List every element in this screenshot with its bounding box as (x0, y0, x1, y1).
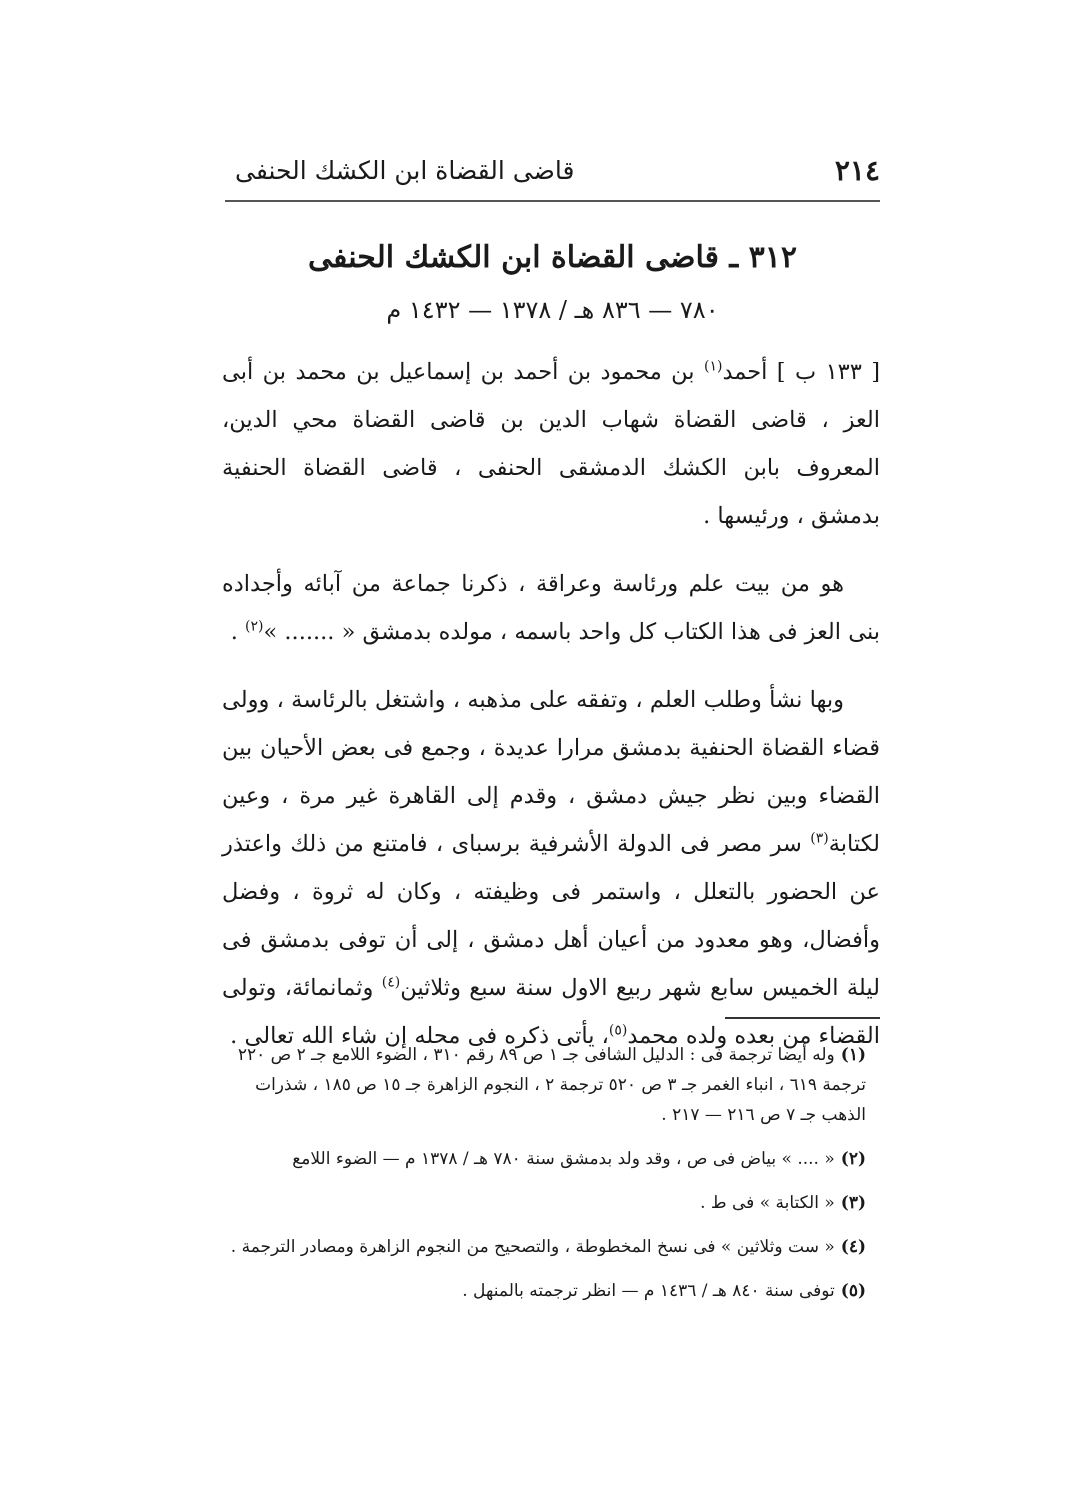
footnote-5-label: (٥) (840, 1281, 866, 1301)
p1-text-start: [ ١٣٣ ب ] أحمد (722, 359, 880, 385)
body-text (222, 348, 880, 1060)
p3-text-part1: وبها نشأ وطلب العلم ، وتفقه على مذهبه ، واشتغل بالرئاسة ، وولى قضاء القضاة الحنفية بدمشق مرارا عديدة ، وجمع فى بعض الأحيان بين القضاء وبين نظر جيش دمشق ، وقدم إلى القاهرة غير مرة ، وعين لكتابة (222, 687, 880, 857)
footnote-3-label: (٣) (840, 1193, 866, 1213)
footnote-1-label: (١) (840, 1045, 866, 1065)
header-rule (225, 200, 880, 202)
footnote-2-text: « .... » بياض فى ص ، وقد ولد بدمشق سنة ٧٨٠ هـ / ١٣٧٨ م — الضوء اللامع (292, 1149, 835, 1169)
footnote-5 (222, 1276, 880, 1306)
footnotes (222, 1040, 880, 1320)
paragraph-2 (222, 560, 880, 656)
footnote-ref-2: (٢) (245, 618, 264, 635)
p2-text-start: هو من بيت علم ورئاسة وعراقة ، ذكرنا جماعة من آبائه وأجداده بنى العز فى هذا الكتاب كل واحد باسمه ، مولده بدمشق « ....... » (222, 571, 880, 645)
entry-title: ٣١٢ ـ قاضى القضاة ابن الكشك الحنفى (308, 240, 797, 275)
footnote-3 (222, 1188, 880, 1218)
footnote-4-text: « ست وثلاثين » فى نسخ المخطوطة ، والتصحيح من النجوم الزاهرة ومصادر الترجمة . (230, 1237, 835, 1257)
footnote-2-label: (٢) (840, 1149, 866, 1169)
footnote-5-text: توفى سنة ٨٤٠ هـ / ١٤٣٦ م — انظر ترجمته بالمنهل . (462, 1281, 835, 1301)
footnote-ref-5: (٥) (608, 1022, 628, 1039)
footnote-4 (222, 1232, 880, 1262)
paragraph-3 (222, 676, 880, 1060)
footnote-ref-4: (٤) (381, 974, 401, 991)
entry-dates: ٧٨٠ — ٨٣٦ هـ / ١٣٧٨ — ١٤٣٢ م (386, 296, 719, 324)
p3-text-part3: وثمانمائة، وتولى القضاء من بعده ولده محمد (222, 975, 880, 1049)
running-header (225, 150, 880, 200)
footnote-rule (725, 1017, 880, 1019)
footnote-4-label: (٤) (840, 1237, 866, 1257)
footnote-2 (222, 1144, 880, 1174)
p2-text-rest: . (230, 619, 245, 645)
page-number: ٢١٤ (834, 154, 880, 187)
footnote-ref-1: (١) (703, 358, 723, 375)
paragraph-1 (222, 348, 880, 540)
footnote-1 (222, 1040, 880, 1130)
footnote-ref-3: (٣) (810, 830, 829, 847)
p3-text-part2: سر مصر فى الدولة الأشرفية برسباى ، فامتنع من ذلك واعتذر عن الحضور بالتعلل ، واستمر فى وظيفته ، وكان له ثروة ، وفضل وأفضال، وهو معدود من أعيان أهل دمشق ، إلى أن توفى بدمشق فى ليلة الخميس سابع شهر ربيع الاول سنة سبع وثلاثين (222, 831, 880, 1001)
p3-text-part4: ، يأتى ذكره فى محله إن شاء الله تعالى . (230, 1023, 609, 1049)
p1-text-rest: بن محمود بن أحمد بن إسماعيل بن محمد بن أبى العز ، قاضى القضاة شهاب الدين بن قاضى القضاة محي الدين، المعروف بابن الكشك الدمشقى الحنفى ، قاضى القضاة الحنفية بدمشق ، ورئيسها . (222, 359, 880, 529)
footnote-1-text: وله أيضا ترجمة فى : الدليل الشافى جـ ١ ص ٨٩ رقم ٣١٠ ، الضوء اللامع جـ ٢ ص ٢٢٠ ترجمة ٦١٩ ، انباء الغمر جـ ٣ ص ٥٢٠ ترجمة ٢ ، النجوم الزاهرة جـ ١٥ ص ١٨٥ ، شذرات الذهب جـ ٧ ص ٢١٦ — ٢١٧ . (237, 1045, 866, 1125)
footnote-3-text: « الكتابة » فى ط . (700, 1193, 835, 1213)
running-title: قاضى القضاة ابن الكشك الحنفى (235, 156, 575, 185)
